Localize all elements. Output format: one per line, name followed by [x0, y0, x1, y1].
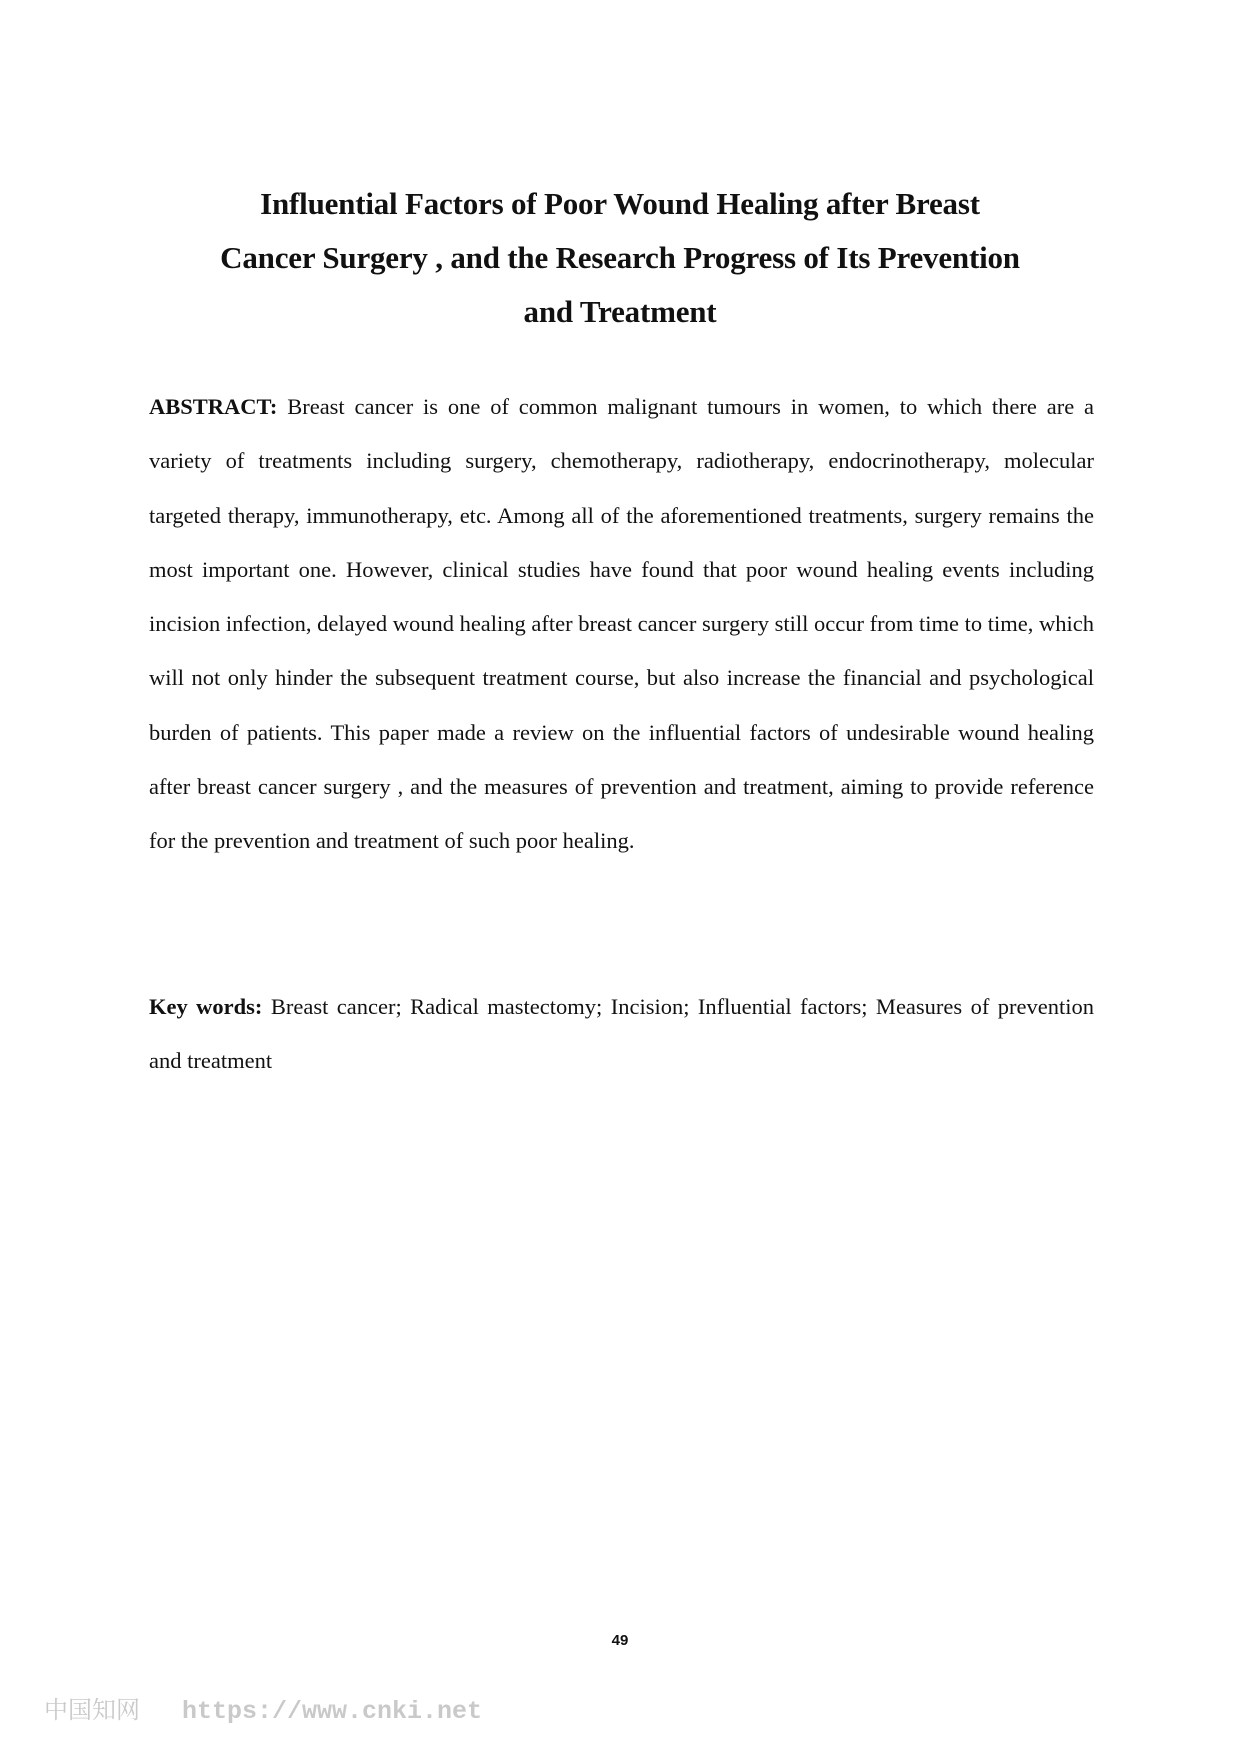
paper-title: [150, 177, 1090, 339]
keywords-text: Breast cancer; Radical mastectomy; Incision; Influential factors; Measures of prevention and treatment: [149, 994, 1094, 1073]
watermark: [44, 1690, 482, 1726]
page-number: 49: [611, 1632, 629, 1649]
abstract: [149, 380, 1094, 869]
abstract-text: Breast cancer is one of common malignant tumours in women, to which there are a variety of treatments including surgery, chemotherapy, radiotherapy, endocrinotherapy, molecular targeted therapy, immunotherapy, etc. Among all of the aforementioned treatments, surgery remains the most important one. However, clinical studies have found that poor wound healing events including incision infection, delayed wound healing after breast cancer surgery still occur from time to time, which will not only hinder the subsequent treatment course, but also increase the financial and psychological burden of patients. This paper made a review on the influential factors of undesirable wound healing after breast cancer surgery , and the measures of prevention and treatment, aiming to provide reference for the prevention and treatment of such poor healing.: [149, 394, 1094, 854]
watermark-cn: 中国知网: [44, 1696, 140, 1724]
title-line-3: and Treatment: [523, 293, 717, 329]
keywords-label: Key words:: [149, 994, 263, 1019]
title-line-1: Influential Factors of Poor Wound Healing after Breast: [260, 185, 980, 221]
watermark-url: https://www.cnki.net: [182, 1697, 483, 1726]
title-line-2: Cancer Surgery , and the Research Progress of Its Prevention: [220, 239, 1020, 275]
abstract-label: ABSTRACT:: [149, 394, 278, 419]
keywords: [149, 980, 1094, 1088]
